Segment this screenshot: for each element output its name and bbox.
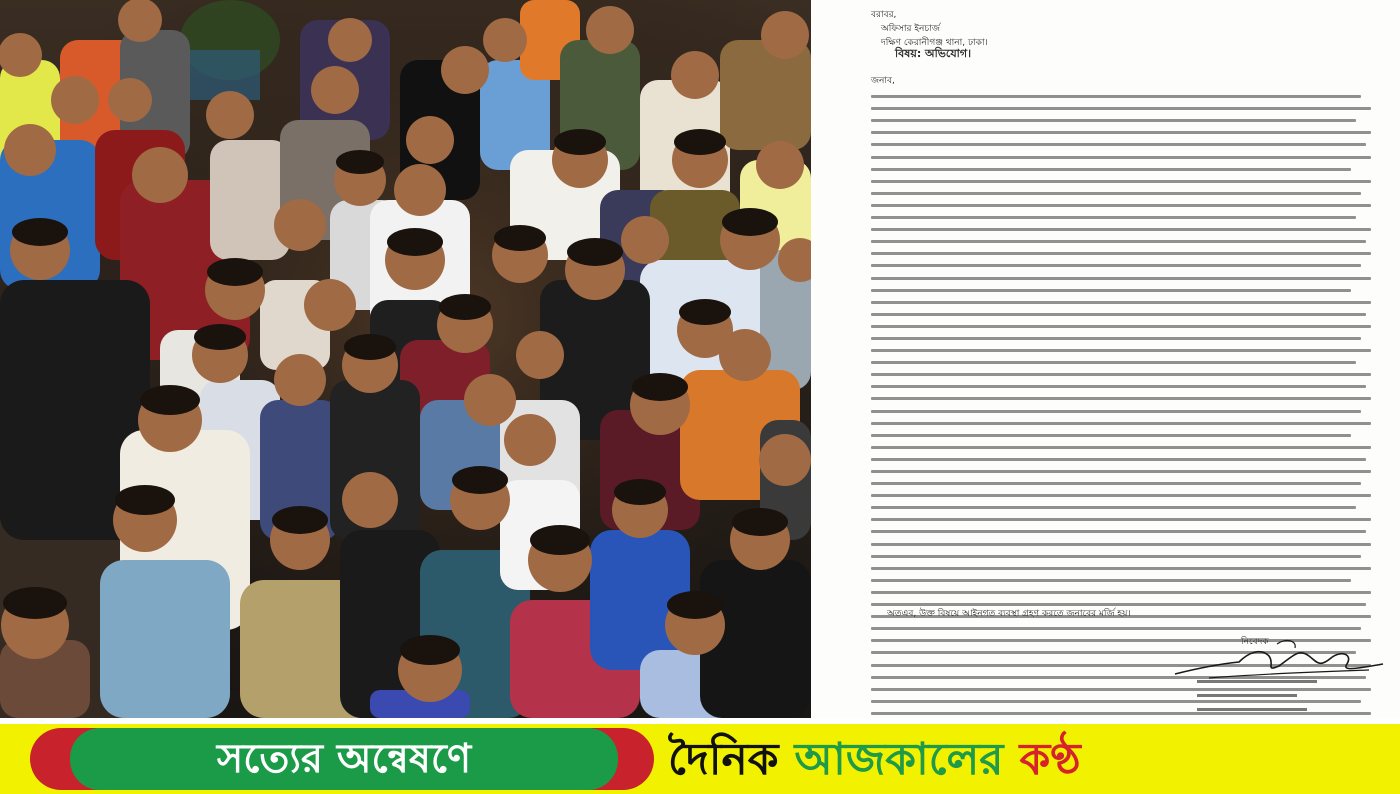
letter-subject: বিষয়: অভিযোগ। — [895, 47, 972, 60]
newspaper-name-part2: আজকালের — [794, 734, 1004, 785]
letter-closing: অতএব, উক্ত বিষয়ে আইনগত ব্যবস্থা গ্রহণ করতে জনাবের মর্জি হয়। — [887, 609, 1131, 619]
letter-salutation: জনাব, — [871, 76, 895, 86]
letter-body — [871, 86, 1371, 718]
letter-recipient-title: অফিসার ইনচার্জ — [881, 24, 940, 34]
letter-to-line: বরাবর, — [871, 10, 897, 20]
newspaper-name-part3: কণ্ঠ — [1019, 734, 1081, 785]
letter-sender-details — [1197, 672, 1317, 711]
banner-slogan: সত্যের অন্বেষণে — [216, 736, 472, 782]
letter-sign-title: নিবেদক — [1241, 637, 1269, 647]
newspaper-name-part1: দৈনিক — [668, 734, 779, 785]
newspaper-banner — [0, 718, 1400, 794]
slogan-pill — [70, 728, 618, 790]
newspaper-name — [668, 732, 1081, 788]
banner-top-stripe — [0, 718, 1400, 724]
letter-recipient-address: দক্ষিণ কেরানীগঞ্জ থানা, ঢাকা। — [881, 38, 988, 48]
letter-recipient — [871, 8, 988, 50]
complaint-letter — [811, 0, 1400, 718]
